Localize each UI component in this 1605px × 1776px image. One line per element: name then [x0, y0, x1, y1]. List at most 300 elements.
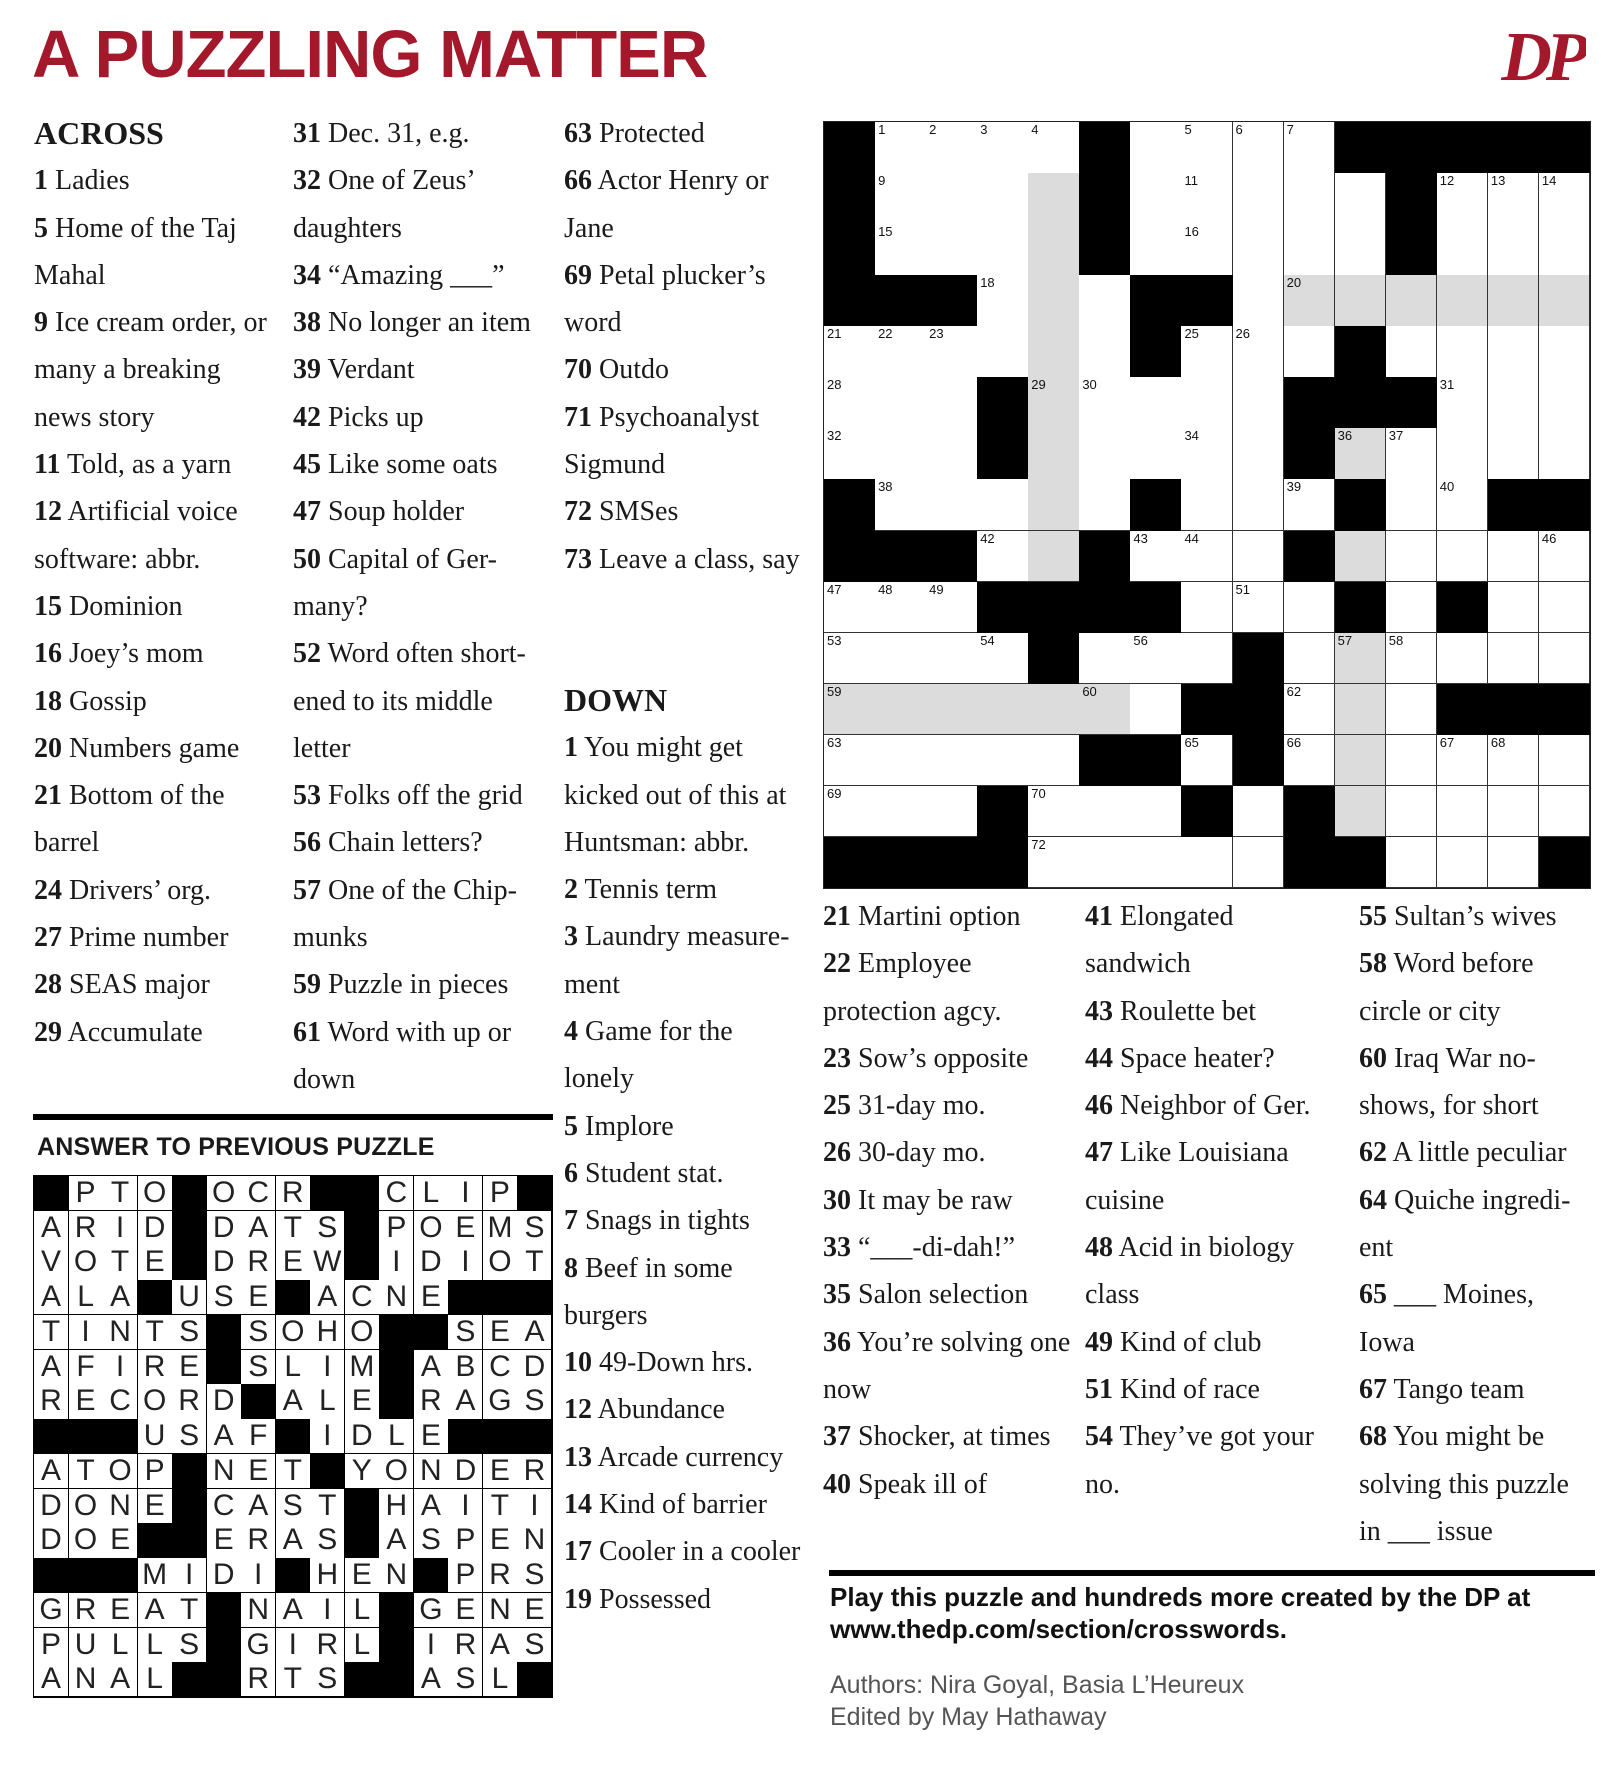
grid-cell[interactable] [1386, 837, 1438, 889]
clue-text: Prime number [69, 922, 229, 954]
clue-number: 1 [564, 732, 578, 764]
clue-number: 59 [293, 969, 321, 1001]
grid-cell[interactable] [1386, 786, 1438, 838]
grid-cell[interactable] [1437, 479, 1489, 531]
answer-cell: R [172, 1384, 207, 1419]
grid-cell[interactable] [926, 122, 978, 174]
grid-block [1335, 582, 1387, 634]
grid-cell[interactable] [1028, 684, 1080, 736]
clue [1085, 1413, 1325, 1508]
grid-cell[interactable] [1539, 582, 1591, 634]
grid-cell[interactable] [1539, 786, 1591, 838]
grid-cell[interactable] [977, 684, 1029, 736]
grid-cell[interactable] [1437, 326, 1489, 378]
grid-cell[interactable] [977, 479, 1029, 531]
grid-cell[interactable] [1181, 531, 1233, 583]
clue-number: 4 [564, 1016, 578, 1048]
answer-block [207, 1593, 242, 1628]
clue-number: 44 [1085, 1042, 1113, 1074]
clue-number: 57 [293, 874, 321, 906]
grid-block [1539, 684, 1591, 736]
grid-cell[interactable] [1079, 428, 1131, 480]
clue-text: Arcade currency [597, 1441, 784, 1473]
grid-cell[interactable] [875, 377, 927, 429]
grid-cell[interactable] [1539, 428, 1591, 480]
grid-cell[interactable] [1079, 837, 1131, 889]
grid-cell[interactable] [1335, 633, 1387, 685]
grid-cell[interactable] [1488, 275, 1540, 327]
clue-number: 45 [293, 449, 321, 481]
answer-cell: S [172, 1419, 207, 1454]
grid-cell[interactable] [1079, 479, 1131, 531]
grid-cell[interactable] [875, 428, 927, 480]
grid-cell[interactable] [1488, 735, 1540, 787]
grid-cell[interactable] [1233, 122, 1285, 174]
answer-block [207, 1628, 242, 1663]
clue-text: Acid in biology class [1085, 1232, 1295, 1311]
clue-number: 12 [564, 1394, 592, 1426]
clue [1085, 1224, 1325, 1319]
grid-cell[interactable] [1539, 531, 1591, 583]
answer-cell: D [207, 1245, 242, 1280]
answer-cell: A [414, 1489, 449, 1524]
clue-number: 38 [293, 307, 321, 339]
answer-block [103, 1419, 138, 1454]
grid-block [926, 531, 978, 583]
grid-cell[interactable] [1079, 633, 1131, 685]
clue-text: Space heater? [1120, 1042, 1275, 1074]
across-clues-col1 [34, 110, 270, 1056]
clue [34, 630, 270, 677]
grid-cell[interactable] [1488, 224, 1540, 276]
grid-cell[interactable] [1233, 786, 1285, 838]
clue-number: 23 [823, 1042, 851, 1074]
grid-cell[interactable] [1130, 224, 1182, 276]
grid-cell[interactable] [875, 582, 927, 634]
clue [564, 346, 808, 393]
grid-cell[interactable] [1437, 531, 1489, 583]
grid-cell[interactable] [926, 786, 978, 838]
grid-cell[interactable] [1437, 428, 1489, 480]
answer-block [414, 1558, 449, 1593]
clue [293, 772, 551, 819]
answer-cell: A [207, 1419, 242, 1454]
grid-cell[interactable] [1181, 428, 1233, 480]
grid-cell[interactable] [1233, 326, 1285, 378]
grid-cell[interactable] [1488, 582, 1540, 634]
clue [1359, 1129, 1593, 1176]
answer-cell: H [310, 1315, 345, 1350]
grid-block [1130, 582, 1182, 634]
grid-cell[interactable] [1488, 786, 1540, 838]
clue-number: 9 [34, 307, 48, 339]
grid-cell[interactable] [1335, 786, 1387, 838]
grid-cell[interactable] [1488, 326, 1540, 378]
grid-cell[interactable] [875, 786, 927, 838]
grid-cell[interactable] [1028, 173, 1080, 225]
grid-cell[interactable] [824, 786, 876, 838]
grid-cell[interactable] [926, 173, 978, 225]
grid-number: 38 [878, 479, 893, 495]
grid-cell[interactable] [1437, 275, 1489, 327]
grid-number: 3 [980, 122, 988, 137]
grid-cell[interactable] [875, 684, 927, 736]
grid-cell[interactable] [1488, 837, 1540, 889]
grid-cell[interactable] [926, 326, 978, 378]
clue-text: Drivers’ org. [69, 874, 212, 906]
grid-block [1488, 479, 1540, 531]
grid-block [977, 786, 1029, 838]
grid-cell[interactable] [1181, 633, 1233, 685]
grid-cell[interactable] [1233, 173, 1285, 225]
grid-cell[interactable] [1335, 173, 1387, 225]
grid-block [977, 582, 1029, 634]
answer-cell: L [345, 1593, 380, 1628]
clue-number: 53 [293, 780, 321, 812]
grid-cell[interactable] [1539, 173, 1591, 225]
grid-cell[interactable] [1181, 479, 1233, 531]
answer-block [345, 1245, 380, 1280]
grid-cell[interactable] [1130, 786, 1182, 838]
grid-cell[interactable] [1284, 479, 1336, 531]
clue-text: SEAS major [69, 969, 210, 1001]
answer-cell: D [34, 1489, 69, 1524]
grid-cell[interactable] [1386, 684, 1438, 736]
grid-cell[interactable] [875, 633, 927, 685]
clue-number: 3 [564, 921, 578, 953]
grid-cell[interactable] [977, 275, 1029, 327]
grid-cell[interactable] [1386, 428, 1438, 480]
grid-cell[interactable] [1335, 735, 1387, 787]
answer-block [276, 1280, 311, 1315]
grid-cell[interactable] [1233, 531, 1285, 583]
grid-cell[interactable] [1079, 326, 1131, 378]
answer-cell: L [69, 1280, 104, 1315]
grid-cell[interactable] [926, 633, 978, 685]
editor-credit: Edited by May Hathaway [830, 1703, 1107, 1731]
grid-number: 69 [827, 785, 842, 801]
clue [34, 914, 270, 961]
answer-cell: P [34, 1628, 69, 1663]
clue-text: Neighbor of Ger. [1120, 1090, 1311, 1122]
clue-text: Picks up [328, 401, 424, 433]
grid-cell[interactable] [875, 224, 927, 276]
grid-cell[interactable] [1130, 531, 1182, 583]
grid-cell[interactable] [977, 173, 1029, 225]
grid-cell[interactable] [1233, 837, 1285, 889]
grid-cell[interactable] [926, 582, 978, 634]
grid-cell[interactable] [1130, 428, 1182, 480]
grid-cell[interactable] [1079, 275, 1131, 327]
grid-cell[interactable] [926, 479, 978, 531]
grid-cell[interactable] [1488, 633, 1540, 685]
clue-text: 49-Down hrs. [599, 1347, 753, 1379]
grid-cell[interactable] [1488, 173, 1540, 225]
grid-cell[interactable] [1130, 684, 1182, 736]
grid-cell[interactable] [977, 735, 1029, 787]
answer-cell: I [241, 1558, 276, 1593]
clue [823, 893, 1071, 940]
grid-number: 51 [1235, 581, 1250, 597]
grid-cell[interactable] [1130, 122, 1182, 174]
clue-text: Verdant [327, 354, 415, 386]
grid-cell[interactable] [1284, 173, 1336, 225]
grid-cell[interactable] [1539, 275, 1591, 327]
grid-cell[interactable] [1028, 428, 1080, 480]
grid-cell[interactable] [1181, 582, 1233, 634]
grid-cell[interactable] [875, 479, 927, 531]
grid-cell[interactable] [1079, 377, 1131, 429]
grid-block [824, 837, 876, 889]
grid-cell[interactable] [875, 173, 927, 225]
grid-cell[interactable] [1028, 275, 1080, 327]
grid-cell[interactable] [1028, 479, 1080, 531]
grid-cell[interactable] [1386, 531, 1438, 583]
grid-cell[interactable] [1488, 531, 1540, 583]
clue-number: 72 [564, 496, 592, 528]
grid-block [1079, 582, 1131, 634]
answer-cell: I [448, 1245, 483, 1280]
grid-cell[interactable] [1437, 377, 1489, 429]
clue-number: 47 [1085, 1137, 1113, 1169]
grid-cell[interactable] [1539, 377, 1591, 429]
grid-cell[interactable] [977, 531, 1029, 583]
answer-cell: P [448, 1558, 483, 1593]
grid-cell[interactable] [1233, 582, 1285, 634]
answer-cell: I [310, 1593, 345, 1628]
answer-block [172, 1176, 207, 1211]
grid-cell[interactable] [1488, 428, 1540, 480]
grid-number: 47 [827, 581, 842, 597]
answer-cell: L [138, 1662, 173, 1697]
answer-cell: I [103, 1211, 138, 1246]
grid-cell[interactable] [1539, 633, 1591, 685]
answer-cell: S [517, 1558, 552, 1593]
grid-cell[interactable] [1539, 224, 1591, 276]
answer-block [241, 1384, 276, 1419]
grid-cell[interactable] [926, 377, 978, 429]
clue-text: Implore [585, 1110, 674, 1142]
grid-cell[interactable] [1386, 735, 1438, 787]
clue-number: 33 [823, 1232, 851, 1264]
clue-text: Outdo [599, 354, 669, 386]
grid-cell[interactable] [977, 633, 1029, 685]
grid-block [1079, 224, 1131, 276]
clue-number: 65 [1359, 1279, 1387, 1311]
clue-text: 31-day mo. [858, 1090, 986, 1122]
grid-block [1539, 479, 1591, 531]
answer-block [379, 1315, 414, 1350]
grid-cell[interactable] [1028, 224, 1080, 276]
grid-cell[interactable] [824, 684, 876, 736]
answer-cell: U [172, 1280, 207, 1315]
grid-cell[interactable] [875, 326, 927, 378]
grid-cell[interactable] [1028, 735, 1080, 787]
answer-block [276, 1558, 311, 1593]
grid-cell[interactable] [1130, 837, 1182, 889]
grid-cell[interactable] [1028, 786, 1080, 838]
clue [823, 1413, 1071, 1460]
answer-cell: O [69, 1489, 104, 1524]
clue-number: 68 [1359, 1421, 1387, 1453]
clue [564, 1339, 808, 1386]
grid-cell[interactable] [875, 735, 927, 787]
grid-cell[interactable] [1233, 275, 1285, 327]
grid-cell[interactable] [1181, 224, 1233, 276]
grid-block [1233, 735, 1285, 787]
grid-block [1335, 326, 1387, 378]
clue [1085, 1082, 1325, 1129]
grid-cell[interactable] [824, 428, 876, 480]
clue-number: 56 [293, 827, 321, 859]
grid-number: 11 [1184, 173, 1198, 189]
grid-cell[interactable] [1130, 377, 1182, 429]
crossword-grid[interactable] [823, 121, 1591, 889]
grid-cell[interactable] [1181, 837, 1233, 889]
grid-cell[interactable] [824, 582, 876, 634]
grid-cell[interactable] [1335, 684, 1387, 736]
clue-number: 62 [1359, 1137, 1387, 1169]
grid-block [1181, 786, 1233, 838]
grid-block [1130, 479, 1182, 531]
grid-cell[interactable] [1284, 633, 1336, 685]
answer-cell: A [379, 1523, 414, 1558]
clue-number: 7 [564, 1205, 578, 1237]
answer-cell: R [310, 1628, 345, 1663]
clue-number: 19 [564, 1583, 592, 1615]
grid-cell[interactable] [1386, 326, 1438, 378]
grid-cell[interactable] [1284, 735, 1336, 787]
grid-cell[interactable] [1386, 479, 1438, 531]
grid-cell[interactable] [1386, 582, 1438, 634]
clue-number: 22 [823, 948, 851, 980]
clue [823, 1461, 1071, 1508]
clue-text: You might be solving this puzzle in ___ issue [1359, 1421, 1569, 1547]
grid-cell[interactable] [1386, 275, 1438, 327]
grid-cell[interactable] [1335, 275, 1387, 327]
grid-cell[interactable] [824, 326, 876, 378]
grid-cell[interactable] [926, 684, 978, 736]
grid-cell[interactable] [1181, 735, 1233, 787]
grid-cell[interactable] [1181, 326, 1233, 378]
grid-number: 58 [1388, 632, 1404, 648]
footer-promo: Play this puzzle and hundreds more created by the DP at www.thedp.com/section/crosswords. [830, 1582, 1531, 1644]
grid-cell[interactable] [1181, 173, 1233, 225]
grid-block [1386, 173, 1438, 225]
clue [293, 346, 551, 393]
grid-cell[interactable] [977, 326, 1029, 378]
grid-cell[interactable] [1130, 633, 1182, 685]
grid-number: 42 [980, 530, 995, 546]
grid-cell[interactable] [1233, 479, 1285, 531]
grid-cell[interactable] [1028, 326, 1080, 378]
grid-number: 4 [1031, 122, 1039, 137]
answer-cell: E [345, 1384, 380, 1419]
grid-block [1284, 377, 1336, 429]
answer-cell: C [241, 1176, 276, 1211]
grid-cell[interactable] [1437, 173, 1489, 225]
grid-number: 28 [827, 377, 842, 393]
answer-cell: E [483, 1523, 518, 1558]
grid-cell[interactable] [1284, 582, 1336, 634]
grid-cell[interactable] [1437, 735, 1489, 787]
clue [34, 205, 270, 300]
grid-cell[interactable] [1284, 224, 1336, 276]
grid-cell[interactable] [824, 633, 876, 685]
grid-cell[interactable] [926, 224, 978, 276]
clue [1359, 1271, 1593, 1366]
grid-cell[interactable] [1028, 837, 1080, 889]
grid-cell[interactable] [1539, 735, 1591, 787]
answer-cell: S [207, 1280, 242, 1315]
grid-cell[interactable] [1181, 377, 1233, 429]
grid-cell[interactable] [1539, 326, 1591, 378]
clue-number: 70 [564, 354, 592, 386]
grid-cell[interactable] [1488, 377, 1540, 429]
answer-cell: S [172, 1628, 207, 1663]
grid-cell[interactable] [1028, 377, 1080, 429]
grid-cell[interactable] [1386, 633, 1438, 685]
grid-cell[interactable] [1233, 224, 1285, 276]
grid-cell[interactable] [824, 735, 876, 787]
clue-number: 66 [564, 165, 592, 197]
grid-cell[interactable] [1335, 224, 1387, 276]
grid-cell[interactable] [1130, 173, 1182, 225]
clue-number: 73 [564, 543, 592, 575]
clue-text: Ice cream order, or many a breaking news story [34, 307, 267, 433]
grid-cell[interactable] [1437, 837, 1489, 889]
clue [34, 772, 270, 867]
grid-cell[interactable] [1284, 122, 1336, 174]
clue-number: 64 [1359, 1184, 1387, 1216]
grid-cell[interactable] [1335, 531, 1387, 583]
clue-text: Word often short- ened to its middle letter [293, 638, 526, 764]
answer-cell: A [414, 1350, 449, 1385]
clue-number: 15 [34, 590, 62, 622]
grid-cell[interactable] [875, 122, 927, 174]
grid-number: 15 [878, 224, 893, 240]
grid-cell[interactable] [977, 122, 1029, 174]
grid-cell[interactable] [1437, 224, 1489, 276]
grid-cell[interactable] [1079, 684, 1131, 736]
grid-cell[interactable] [1284, 326, 1336, 378]
grid-cell[interactable] [1437, 633, 1489, 685]
grid-cell[interactable] [926, 735, 978, 787]
clue-text: Quiche ingredi- ent [1359, 1184, 1571, 1264]
grid-cell[interactable] [1028, 531, 1080, 583]
grid-cell[interactable] [1437, 786, 1489, 838]
clue-number: 14 [564, 1489, 592, 1521]
grid-cell[interactable] [1181, 122, 1233, 174]
grid-number: 54 [980, 632, 995, 648]
clue [564, 866, 808, 913]
grid-cell[interactable] [1233, 428, 1285, 480]
grid-cell[interactable] [1079, 786, 1131, 838]
clue-text: Ladies [55, 165, 130, 197]
grid-cell[interactable] [1233, 377, 1285, 429]
clue-text: Sow’s opposite [858, 1042, 1029, 1074]
grid-cell[interactable] [1284, 275, 1336, 327]
answer-cell: R [138, 1350, 173, 1385]
answer-cell: D [34, 1523, 69, 1558]
grid-number: 7 [1286, 122, 1294, 137]
grid-cell[interactable] [824, 377, 876, 429]
grid-cell[interactable] [1284, 684, 1336, 736]
grid-cell[interactable] [926, 428, 978, 480]
grid-cell[interactable] [1335, 428, 1387, 480]
grid-cell[interactable] [977, 224, 1029, 276]
grid-cell[interactable] [1028, 122, 1080, 174]
